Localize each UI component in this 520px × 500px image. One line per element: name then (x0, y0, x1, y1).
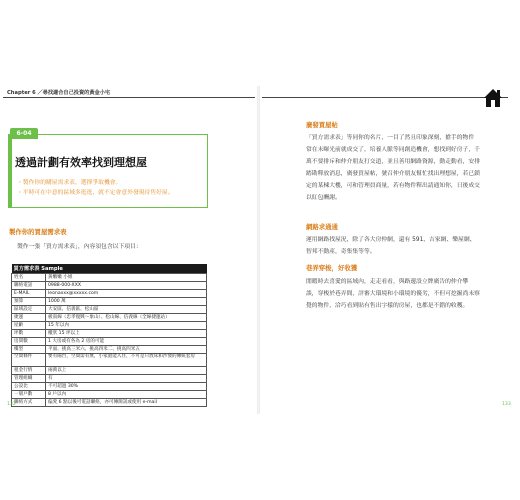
text-line: 運用網路找屋況，除了各大房仲網，還有 591、吉家網、樂屋網、 (306, 237, 476, 243)
page-number: 132 (7, 402, 16, 407)
table-key-cell: 區域設定 (12, 306, 46, 314)
table-value-cell: 8 戶以內 (46, 391, 207, 399)
table-row (12, 354, 207, 367)
table-key-cell: 屋齡 (12, 322, 46, 330)
table-row (12, 314, 207, 322)
chapter-title: Chapter 6 ／尋找適合自己投資的黃金小宅 (7, 90, 111, 96)
paragraph-2 (306, 234, 514, 258)
table-value-cell: 0988-000-XXX (46, 282, 207, 290)
bullet-item: ・製作你的購屋需求表，選擇爭取機會。 (17, 180, 122, 186)
right-page (262, 86, 518, 414)
text-line: 萬不要排斥和仲介朋友打交道，並且善用網路資源，動走動看，安排 (306, 159, 480, 165)
book-gutter (257, 86, 260, 414)
table-key-cell: 姓名 (12, 274, 46, 282)
table-key-cell: 坪數 (12, 330, 46, 338)
text-line: 以紅包酬謝。 (306, 195, 341, 201)
text-line: 踏勘釋放消息，廣發買屋帖，號召仲介朋友幫忙找出理想屋，若已鎖 (306, 171, 480, 177)
intro-text: 製作一張「買方需求表」，內容須包含以下項目： (17, 244, 142, 250)
section-number: 6-04 (10, 128, 38, 139)
subhead-3: 巷弄穿梭，好收獲 (306, 264, 358, 272)
table-row (12, 298, 207, 306)
table-value-cell: 黃嫩嫩 小姐 (46, 274, 207, 282)
text-line: 定的某棟大樓，可和管理員商量，若有物件釋出請通知你，日後成交 (306, 183, 480, 189)
table-key-cell: 預算 (12, 298, 46, 306)
table-value-cell: 兩萬以上 (46, 367, 207, 375)
section-bullets (17, 178, 174, 198)
table-row (12, 282, 207, 290)
paragraph-1 (306, 132, 514, 204)
header-rule (3, 97, 255, 98)
table-row (12, 367, 207, 375)
subhead-2: 網路求通通 (306, 223, 338, 231)
table-row (12, 375, 207, 383)
table-value-cell: 平面、挑高三米六、挑高四米二、挑高四米五 (46, 346, 207, 354)
table-row (12, 383, 207, 391)
table-value-cell: 不可超過 30% (46, 383, 207, 391)
table-key-cell: 租金行情 (12, 367, 46, 375)
table-row (12, 306, 207, 314)
table-key-cell: 捷運 (12, 314, 46, 322)
table-value-cell: 1000 萬 (46, 298, 207, 306)
paragraph-3 (306, 276, 514, 312)
text-line: 閒暇時去喜愛的區域內，走走看看，與路邊設立牌廣告的仲介攀 (306, 279, 469, 285)
table-key-cell: 一層戶數 (12, 391, 46, 399)
table-key-cell: 管理組織 (12, 375, 46, 383)
table-key-cell: 聯絡方式 (12, 399, 46, 407)
table-value-cell: 權狀 15 坪以上 (46, 330, 207, 338)
table-row (12, 330, 207, 338)
table-key-cell: 空間條件 (12, 354, 46, 367)
subhead-1: 廣發買屋帖 (306, 121, 338, 129)
table-value-cell: 要有陽台，空間需有無，小家庭能入住，不可是只放床和沙發的傳統套房 (46, 354, 207, 367)
subhead-buyer-form: 製作你的買屋需求表 (9, 228, 67, 236)
table-value-cell: 15 年以內 (46, 322, 207, 330)
text-line: 覺的物件，洽巧看到貼有售出字樣的房屋，也都是不錯的收穫。 (306, 303, 469, 309)
page-number: 133 (502, 402, 511, 407)
table-row (12, 338, 207, 346)
text-line: 常在未曝光前就成交了，培養人脈等同創造機會，想找到好房子，千 (306, 147, 480, 153)
house-icon (480, 86, 506, 108)
table-row (12, 290, 207, 298)
table-row (12, 391, 207, 399)
text-line: 「買方需求表」等同你的名片，一目了然且印象深刻，搶手的物件 (306, 135, 475, 141)
table-row (12, 274, 207, 282)
left-page (3, 86, 255, 414)
table-key-cell: 樓型 (12, 346, 46, 354)
table-value-cell: 有 (46, 375, 207, 383)
table-value-cell: 板南線（忠孝復興～象山）、松山線、信義線（全線捷運站） (46, 314, 207, 322)
text-line: 談，穿梭於巷弄間，評審大環境和小環境的優劣，不但可挖掘尚未察 (306, 291, 480, 297)
table-value-cell: 大安區、信義區、松山區 (46, 306, 207, 314)
buyer-requirement-table (11, 264, 207, 407)
table-header: 買方需求表 Sample (12, 264, 207, 274)
section-title: 透過計劃有效率找到理想屋 (15, 156, 147, 169)
table-value-cell: 偏愛 6 點以後可電話聯絡，亦可傳簡訊或使用 e-mail (46, 399, 207, 407)
header-rule (262, 97, 508, 98)
text-line: 智邦不動產，奇集集等等。 (306, 249, 376, 255)
table-key-cell: E-MAIL (12, 290, 46, 298)
table-key-cell: 房間數 (12, 338, 46, 346)
table-row (12, 346, 207, 354)
bullet-item: ・平時可在中意的區域多逛逛，就不定會意外發現待售好屋。 (17, 190, 174, 196)
table-row (12, 322, 207, 330)
table-key-cell: 聯絡電話 (12, 282, 46, 290)
table-key-cell: 公設比 (12, 383, 46, 391)
table-value-cell: 1 大房或有各為 2 房的可能 (46, 338, 207, 346)
table-row (12, 399, 207, 407)
table-value-cell: leonaxxx@xxxxx.com (46, 290, 207, 298)
